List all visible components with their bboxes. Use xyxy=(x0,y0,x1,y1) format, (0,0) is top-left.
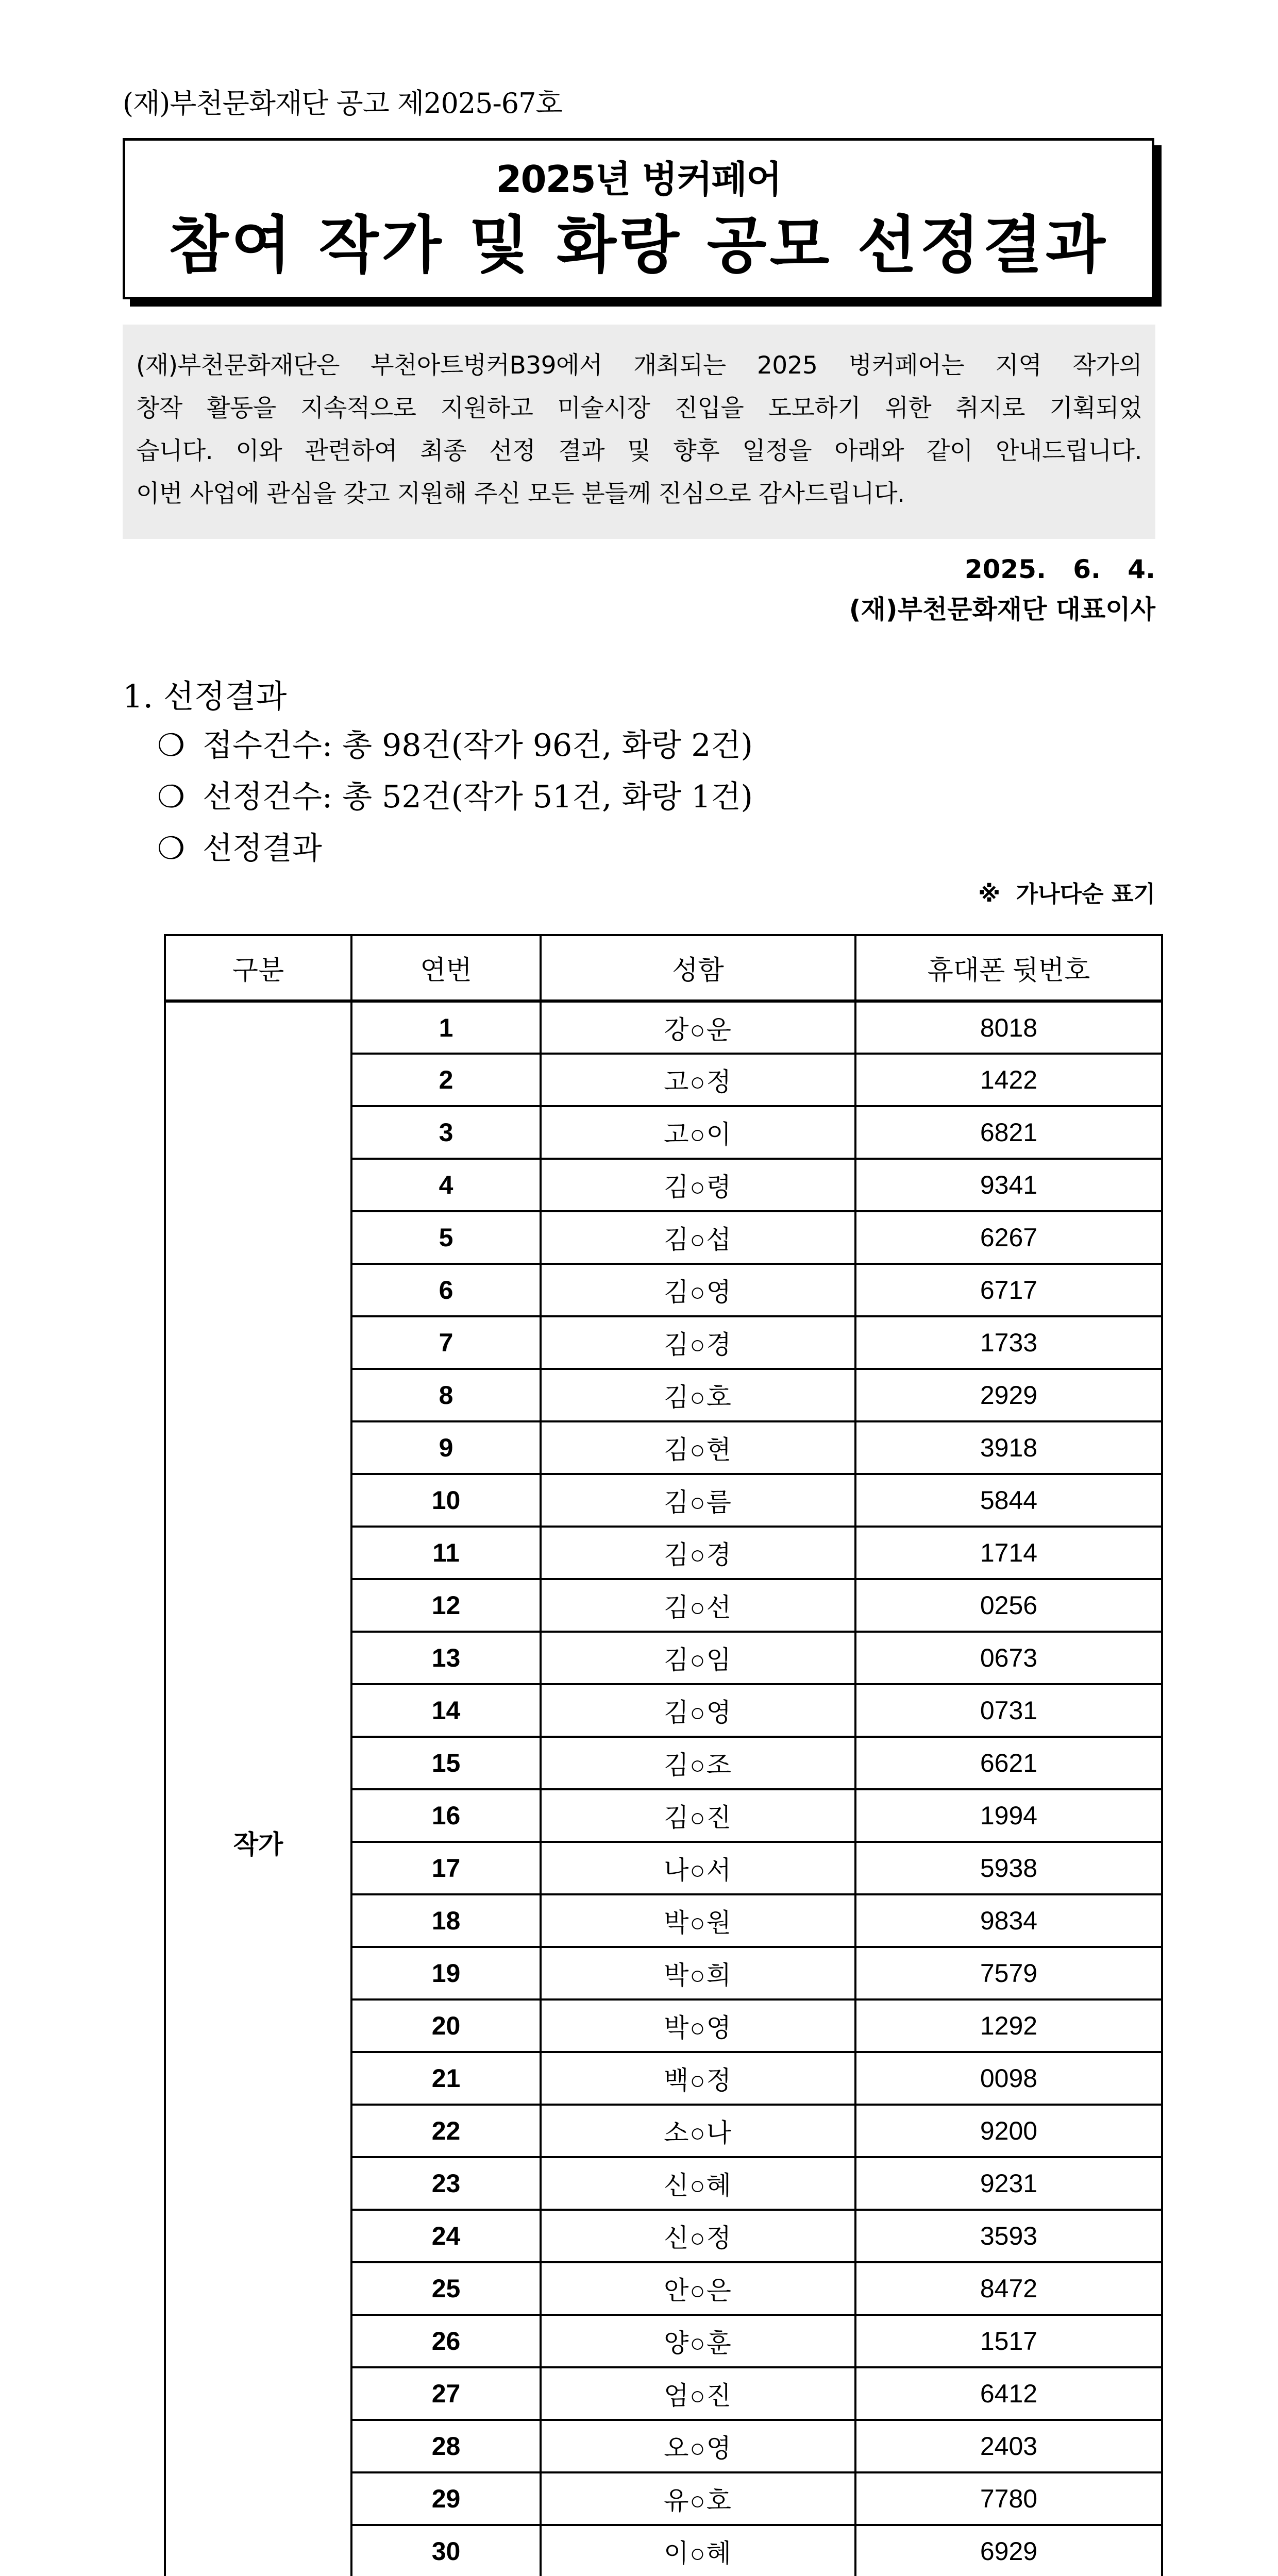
row-phone-cell: 6621 xyxy=(855,1737,1162,1789)
row-name-cell: 나○서 xyxy=(541,1842,855,1894)
row-number-cell: 28 xyxy=(351,2420,541,2472)
row-name-cell: 김○경 xyxy=(541,1527,855,1579)
bullet-item xyxy=(157,725,753,766)
row-name-cell: 신○혜 xyxy=(541,2157,855,2210)
row-name-cell: 이○혜 xyxy=(541,2525,855,2576)
row-name-cell: 유○호 xyxy=(541,2472,855,2525)
row-phone-cell: 8472 xyxy=(855,2262,1162,2315)
row-phone-cell: 0098 xyxy=(855,2052,1162,2105)
bullet-text: 선정건수: 총 52건(작가 51건, 화랑 1건) xyxy=(203,779,753,815)
row-name-cell: 소○나 xyxy=(541,2105,855,2157)
row-phone-cell: 6267 xyxy=(855,1211,1162,1264)
row-name-cell: 고○정 xyxy=(541,1054,855,1106)
bullet-item xyxy=(157,828,322,869)
row-phone-cell: 6821 xyxy=(855,1106,1162,1159)
row-number-cell: 1 xyxy=(351,1001,541,1054)
row-number-cell: 22 xyxy=(351,2105,541,2157)
row-name-cell: 김○진 xyxy=(541,1789,855,1842)
row-phone-cell: 3918 xyxy=(855,1421,1162,1474)
row-number-cell: 27 xyxy=(351,2367,541,2420)
notice-date: 2025. 6. 4. xyxy=(964,554,1155,584)
title-main: 참여 작가 및 화랑 공모 선정결과 xyxy=(169,209,1108,281)
row-name-cell: 김○경 xyxy=(541,1316,855,1369)
row-phone-cell: 5844 xyxy=(855,1474,1162,1527)
row-number-cell: 16 xyxy=(351,1789,541,1842)
row-name-cell: 오○영 xyxy=(541,2420,855,2472)
bullet-text: 접수건수: 총 98건(작가 96건, 화랑 2건) xyxy=(203,727,753,764)
row-number-cell: 9 xyxy=(351,1421,541,1474)
row-phone-cell: 1292 xyxy=(855,1999,1162,2052)
row-name-cell: 김○령 xyxy=(541,1159,855,1211)
notice-number: (재)부천문화재단 공고 제2025-67호 xyxy=(123,87,562,120)
row-name-cell: 엄○진 xyxy=(541,2367,855,2420)
row-name-cell: 박○희 xyxy=(541,1947,855,1999)
category-cell: 작가 xyxy=(165,1001,351,2576)
row-number-cell: 23 xyxy=(351,2157,541,2210)
row-number-cell: 17 xyxy=(351,1842,541,1894)
bullet-text: 선정결과 xyxy=(203,831,322,867)
row-number-cell: 29 xyxy=(351,2472,541,2525)
row-phone-cell: 9341 xyxy=(855,1159,1162,1211)
row-name-cell: 김○영 xyxy=(541,1264,855,1316)
row-name-cell: 백○정 xyxy=(541,2052,855,2105)
row-name-cell: 김○영 xyxy=(541,1684,855,1737)
circle-bullet-icon: ❍ xyxy=(157,727,185,764)
table-row xyxy=(165,1001,1162,1054)
row-number-cell: 15 xyxy=(351,1737,541,1789)
circle-bullet-icon: ❍ xyxy=(157,779,185,815)
row-phone-cell: 9231 xyxy=(855,2157,1162,2210)
row-number-cell: 25 xyxy=(351,2262,541,2315)
row-number-cell: 5 xyxy=(351,1211,541,1264)
row-number-cell: 8 xyxy=(351,1369,541,1421)
header-number: 연번 xyxy=(351,935,541,1001)
row-phone-cell: 2403 xyxy=(855,2420,1162,2472)
row-number-cell: 2 xyxy=(351,1054,541,1106)
row-number-cell: 19 xyxy=(351,1947,541,1999)
row-number-cell: 12 xyxy=(351,1579,541,1632)
row-name-cell: 김○임 xyxy=(541,1632,855,1684)
row-name-cell: 양○훈 xyxy=(541,2315,855,2367)
results-table xyxy=(164,934,1163,2576)
section-title: 1. 선정결과 xyxy=(123,677,287,715)
row-name-cell: 고○이 xyxy=(541,1106,855,1159)
row-phone-cell: 2929 xyxy=(855,1369,1162,1421)
bullet-item xyxy=(157,776,753,818)
row-phone-cell: 1422 xyxy=(855,1054,1162,1106)
row-number-cell: 20 xyxy=(351,1999,541,2052)
intro-line: 이번 사업에 관심을 갖고 지원해 주신 모든 분들께 진심으로 감사드립니다. xyxy=(136,480,905,508)
row-number-cell: 24 xyxy=(351,2210,541,2262)
row-phone-cell: 5938 xyxy=(855,1842,1162,1894)
intro-line: 습니다. 이와 관련하여 최종 선정 결과 및 향후 일정을 아래와 같이 안내드립니다. xyxy=(136,437,1142,465)
row-name-cell: 강○운 xyxy=(541,1001,855,1054)
row-phone-cell: 1994 xyxy=(855,1789,1162,1842)
row-phone-cell: 9200 xyxy=(855,2105,1162,2157)
header-name: 성함 xyxy=(541,935,855,1001)
row-number-cell: 11 xyxy=(351,1527,541,1579)
row-number-cell: 7 xyxy=(351,1316,541,1369)
row-name-cell: 안○은 xyxy=(541,2262,855,2315)
row-phone-cell: 1517 xyxy=(855,2315,1162,2367)
sort-note: ※ 가나다순 표기 xyxy=(978,881,1155,907)
row-number-cell: 10 xyxy=(351,1474,541,1527)
row-number-cell: 13 xyxy=(351,1632,541,1684)
signer: (재)부천문화재단 대표이사 xyxy=(849,595,1155,624)
row-number-cell: 18 xyxy=(351,1894,541,1947)
table-body xyxy=(165,1001,1162,2576)
row-name-cell: 김○호 xyxy=(541,1369,855,1421)
intro-paragraph xyxy=(123,325,1155,539)
row-number-cell: 4 xyxy=(351,1159,541,1211)
row-phone-cell: 7780 xyxy=(855,2472,1162,2525)
header-phone: 휴대폰 뒷번호 xyxy=(855,935,1162,1001)
row-phone-cell: 6717 xyxy=(855,1264,1162,1316)
row-name-cell: 박○영 xyxy=(541,1999,855,2052)
row-phone-cell: 0256 xyxy=(855,1579,1162,1632)
row-phone-cell: 8018 xyxy=(855,1001,1162,1054)
title-box xyxy=(123,138,1154,299)
row-number-cell: 26 xyxy=(351,2315,541,2367)
row-number-cell: 14 xyxy=(351,1684,541,1737)
row-phone-cell: 7579 xyxy=(855,1947,1162,1999)
row-phone-cell: 0673 xyxy=(855,1632,1162,1684)
table-header-row xyxy=(165,935,1162,1001)
row-name-cell: 김○름 xyxy=(541,1474,855,1527)
row-name-cell: 박○원 xyxy=(541,1894,855,1947)
title-subtitle: 2025년 벙커페어 xyxy=(496,157,781,201)
row-name-cell: 김○현 xyxy=(541,1421,855,1474)
row-number-cell: 21 xyxy=(351,2052,541,2105)
title-block xyxy=(123,138,1162,307)
row-number-cell: 30 xyxy=(351,2525,541,2576)
row-phone-cell: 6412 xyxy=(855,2367,1162,2420)
row-phone-cell: 1733 xyxy=(855,1316,1162,1369)
row-phone-cell: 6929 xyxy=(855,2525,1162,2576)
row-phone-cell: 9834 xyxy=(855,1894,1162,1947)
row-phone-cell: 3593 xyxy=(855,2210,1162,2262)
intro-line: 창작 활동을 지속적으로 지원하고 미술시장 진입을 도모하기 위한 취지로 기획되었 xyxy=(136,394,1142,422)
row-name-cell: 김○섭 xyxy=(541,1211,855,1264)
header-category: 구분 xyxy=(165,935,351,1001)
row-name-cell: 김○조 xyxy=(541,1737,855,1789)
row-phone-cell: 0731 xyxy=(855,1684,1162,1737)
row-phone-cell: 1714 xyxy=(855,1527,1162,1579)
circle-bullet-icon: ❍ xyxy=(157,831,185,867)
intro-line: (재)부천문화재단은 부천아트벙커B39에서 개최되는 2025 벙커페어는 지역 작가의 xyxy=(136,351,1142,380)
row-name-cell: 김○선 xyxy=(541,1579,855,1632)
row-number-cell: 3 xyxy=(351,1106,541,1159)
row-number-cell: 6 xyxy=(351,1264,541,1316)
row-name-cell: 신○정 xyxy=(541,2210,855,2262)
